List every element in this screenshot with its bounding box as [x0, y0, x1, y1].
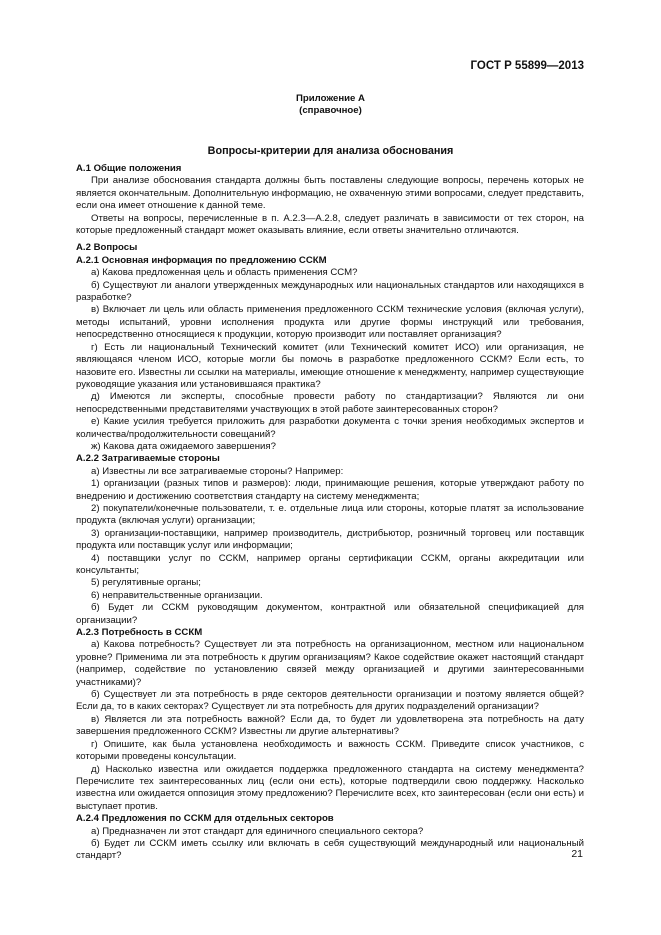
section-heading-a24: А.2.4 Предложения по ССКМ для отдельных секторов — [76, 813, 334, 825]
paragraph: 3) организации-поставщики, например производитель, дистрибьютор, розничный торговец или поставщик продукта или поставщик услуг или информации; — [76, 527, 584, 552]
paragraph: д) Насколько известна или ожидается поддержка предложенного стандарта на систему менеджмента? Перечислите тех заинтересованных лиц (если они есть), которые подтвердили свою поддержку. Насколько известна или ожидается оппозиция этому предложению? Перечислите всех, кто заинтересован (если они есть) и выступает против. — [76, 763, 584, 812]
paragraph: в) Включает ли цель или область применения предложенного ССКМ технические условия (включая услуги), методы испытаний, уровни исполнения продукта или другие формы инструкций или требования, непосредственно относящиеся к продукции, которую производит или поставляет организация? — [76, 304, 584, 341]
paragraph: г) Есть ли национальный Технический комитет (или Технический комитет ИСО) или организация, не являющаяся членом ИСО, которые могли бы помочь в разработке предложенного ССКМ? Если есть, то назовите его. Известны ли ссылки на материалы, имеющие отношение к менеджменту, например существующие руководящие указания или установившаяся практика? — [76, 341, 584, 390]
appendix-label: Приложение А — [296, 93, 365, 104]
document-code: ГОСТ Р 55899—2013 — [470, 60, 584, 72]
paragraph: б) Существует ли эта потребность в ряде секторов деятельности организации и поэтому является общей? Если да, то в каких секторах? Существует ли эта потребность для других подразделений организации? — [76, 689, 584, 713]
paragraph: 1) организации (разных типов и размеров): люди, принимающие решения, которые утверждают работу по внедрению и достижению соответствия стандарту на систему менеджмента; — [76, 478, 584, 502]
section-heading-a22: А.2.2 Затрагиваемые стороны — [76, 453, 220, 465]
paragraph: а) Известны ли все затрагиваемые стороны? Например: — [91, 465, 344, 477]
paragraph: а) Какова предложенная цель и область применения ССМ? — [91, 267, 358, 279]
paragraph: Ответы на вопросы, перечисленные в п. А.2.3—А.2.8, следует различать в зависимости от тех сторон, на которые предложенный стандарт может оказывать влияние, если ответы значительно отличаются. — [76, 212, 584, 237]
document-body — [76, 163, 584, 863]
paragraph: б) Будет ли ССКМ руководящим документом, контрактной или обязательной спецификацией для организации? — [76, 602, 584, 626]
section-heading-a1: А.1 Общие положения — [76, 163, 182, 174]
paragraph: 4) поставщики услуг по ССКМ, например органы сертификации ССКМ, органы аккредитации или консультанты; — [76, 552, 584, 576]
page-title: Вопросы-критерии для анализа обоснования — [207, 145, 454, 157]
paragraph: 6) неправительственные организации. — [91, 589, 263, 601]
paragraph: а) Какова потребность? Существует ли эта потребность на организационном, местном или национальном уровне? Применима ли эта потребность к другим организациям? Какое содействие окажет настоящий стандарт (например, содействие по установлению связей между организацией и другими заинтересованными участниками)? — [76, 639, 584, 688]
paragraph: 5) регулятивные органы; — [91, 577, 201, 589]
paragraph: При анализе обоснования стандарта должны быть поставлены следующие вопросы, перечень которых не является окончательным. Дополнительную информацию, не охваченную этими вопросами, следует представить, если она имеет отношение к данной теме. — [76, 175, 584, 212]
appendix-note: (справочное) — [299, 105, 362, 116]
appendix-heading — [0, 93, 661, 117]
page-number: 21 — [571, 848, 583, 860]
paragraph: ж) Какова дата ожидаемого завершения? — [91, 440, 276, 452]
paragraph: а) Предназначен ли этот стандарт для единичного специального сектора? — [91, 825, 424, 837]
paragraph: 2) покупатели/конечные пользователи, т. е. отдельные лица или стороны, которые платят за использование продукта (включая услуги) организации; — [76, 502, 584, 527]
section-heading-a2: А.2 Вопросы — [76, 242, 138, 254]
paragraph: б) Будет ли ССКМ иметь ссылку или включать в себя существующий международный или национальный стандарт? — [76, 837, 584, 862]
paragraph: е) Какие усилия требуется приложить для разработки документа с точки зрения необходимых экспертов и количества/продолжительности совещаний? — [76, 416, 584, 440]
paragraph: д) Имеются ли эксперты, способные провести работу по стандартизации? Являются ли они непосредственными представителями участвующих в этой работе заинтересованных сторон? — [76, 391, 584, 415]
paragraph: г) Опишите, как была установлена необходимость и важность ССКМ. Приведите список участников, с которыми проведены консультации. — [76, 738, 584, 763]
section-heading-a23: А.2.3 Потребность в ССКМ — [76, 627, 203, 639]
paragraph: в) Является ли эта потребность важной? Если да, то будет ли удовлетворена эта потребность на дату завершения предложенного ССКМ? Известны ли другие альтернативы? — [76, 713, 584, 738]
paragraph: б) Существуют ли аналоги утвержденных международных или национальных стандартов или находящихся в разработке? — [76, 279, 584, 304]
section-heading-a21: А.2.1 Основная информация по предложению ССКМ — [76, 254, 327, 266]
